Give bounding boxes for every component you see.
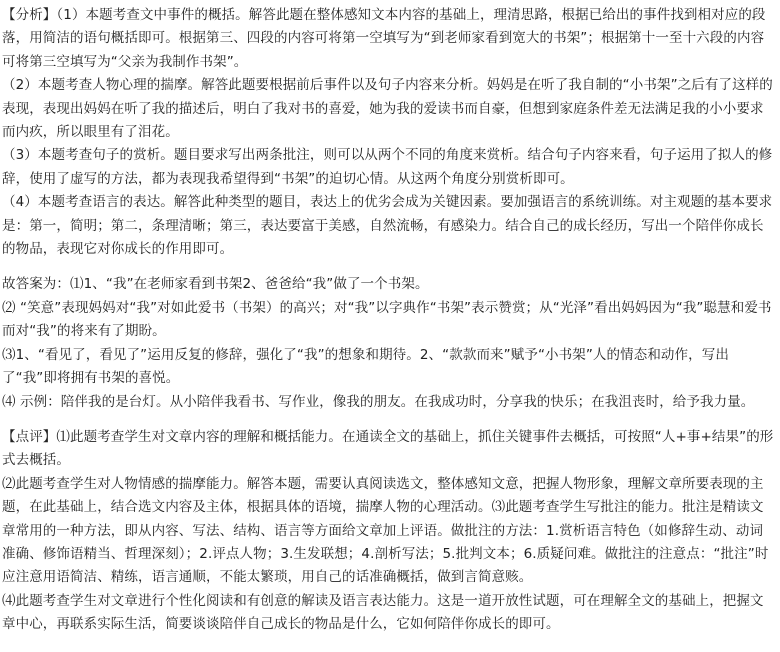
analysis-paragraph-4: （4）本题考查语言的表达。解答此种类型的题目，表达上的优劣会成为关键因素。要加强语言的系统训练。对主观题的基本要求是：第一，简明；第二，条理清晰；第三，表达要富于美感，自然流畅，有感染力。结合自己的成长经历，写出一个陪伴你成长的物品，表现它对你成长的作用即可。 [2,194,773,258]
analysis-section [2,4,776,261]
comment-paragraph-3: ⑷此题考查学生对文章进行个性化阅读和有创意的解读及语言表达能力。这是一道开放性试题，可在理解全文的基础上，把握文章中心，再联系实际生活，简要谈谈陪伴自己成长的物品是什么，它如何陪伴你成长的即可。 [2,592,764,633]
comment-paragraph-1: 【点评】⑴此题考查学生对文章内容的理解和概括能力。在通读全文的基础上，抓住关键事件去概括，可按照“人+事+结果”的形式去概括。 [2,428,774,469]
analysis-paragraph-3: （3）本题考查句子的赏析。题目要求写出两条批注，则可以从两个不同的角度来赏析。结合句子内容来看，句子运用了拟人的修辞，使用了虚写的方法，都为表现我希望得到“书架”的迫切心情。从这两个角度分别赏析即可。 [2,147,773,187]
answer-line-2: ⑵ “笑意”表现妈妈对“我”对如此爱书（书架）的高兴；对“我”以字典作“书架”表示赞赏；从“光泽”看出妈妈因为“我”聪慧和爱书而对“我”的将来有了期盼。 [2,299,772,340]
answer-section [2,273,776,413]
comment-section [2,426,776,637]
answer-line-3: ⑶1、“看见了，看见了”运用反复的修辞，强化了“我”的想象和期待。2、“款款而来”赋予“小书架”人的情态和动作，写出了“我”即将拥有书架的喜悦。 [2,346,729,387]
comment-paragraph-2: ⑵此题考查学生对人物情感的揣摩能力。解答本题，需要认真阅读选文，整体感知文意，把握人物形象，理解文章所要表现的主题，在此基础上，结合选文内容及主体，根据具体的语境，揣摩人物的心理活动。⑶此题考查学生写批注的能力。批注是精读文章常用的一种方法，即从内容、写法、结构、语言等方面给文章加上评语。做批注的方法：1.赏析语言特色（如修辞生动、动词准确、修饰语精当、哲理深刻）；2.评点人物；3.生发联想；4.剖析写法；5.批判文本；6.质疑问难。做批注的注意点：“批注”时应注意用语简洁、精练，语言通顺，不能太繁琐，用自己的话准确概括，做到言简意赅。 [2,475,769,586]
analysis-paragraph-1: 【分析】（1）本题考查文中事件的概括。解答此题在整体感知文本内容的基础上，理清思路，根据已给出的事件找到相对应的段落，用简洁的语句概括即可。根据第三、四段的内容可将第一空填写为“到老师家看到宽大的书架”；根据第十一至十六段的内容可将第三空填写为“父亲为我制作书架”。 [2,7,766,70]
section-spacer [2,261,776,273]
answer-line-4: ⑷ 示例：陪伴我的是台灯。从小陪伴我看书、写作业，像我的朋友。在我成功时，分享我的快乐；在我沮丧时，给予我力量。 [2,393,755,410]
section-spacer [2,414,776,426]
answer-line-1: 故答案为：⑴1、“我”在老师家看到书架2、爸爸给“我”做了一个书架。 [2,276,429,293]
analysis-paragraph-2: （2）本题考查人物心理的揣摩。解答此题要根据前后事件以及句子内容来分析。妈妈是在听了我自制的“小书架”之后有了这样的表现，表现出妈妈在听了我的描述后，明白了我对书的喜爱，她为我的爱读书而自豪，但想到家庭条件差无法满足我的小小要求而内疚，所以眼里有了泪花。 [2,77,773,141]
